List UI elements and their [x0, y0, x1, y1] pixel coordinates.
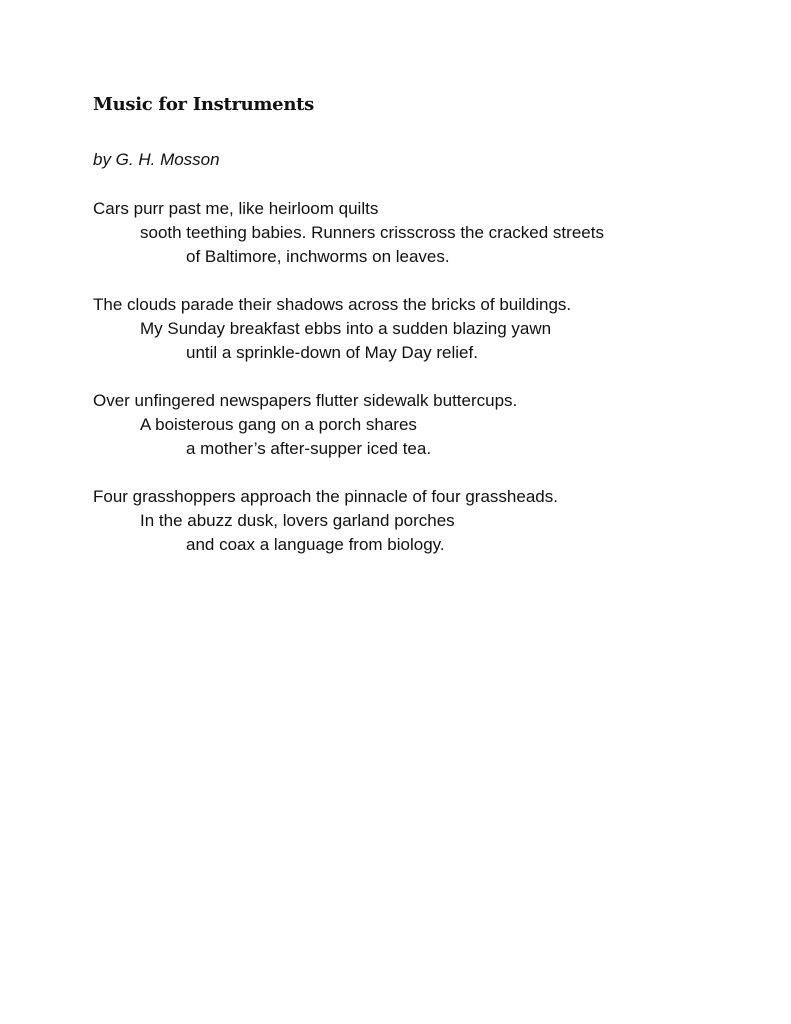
stanza-3: [93, 390, 753, 462]
stanza-2: [93, 294, 753, 366]
poem-line: Cars purr past me, like heirloom quilts: [93, 199, 379, 218]
poem-line: sooth teething babies. Runners crisscross the cracked streets: [140, 223, 604, 242]
poem-line: Over unfingered newspapers flutter sidewalk buttercups.: [93, 391, 518, 410]
stanza-1: [93, 198, 753, 270]
stanza-4: [93, 486, 753, 558]
poem-line: a mother’s after-supper iced tea.: [186, 439, 432, 458]
poem-line: My Sunday breakfast ebbs into a sudden blazing yawn: [140, 319, 552, 338]
poem-line: A boisterous gang on a porch shares: [140, 415, 417, 434]
poem-body: [93, 198, 753, 582]
poem-line: of Baltimore, inchworms on leaves.: [186, 247, 450, 266]
poem-line: and coax a language from biology.: [186, 535, 445, 554]
author-byline: by G. H. Mosson: [93, 150, 220, 169]
poem-line: The clouds parade their shadows across the bricks of buildings.: [93, 295, 572, 314]
poem-line: In the abuzz dusk, lovers garland porches: [140, 511, 455, 530]
poem-line: until a sprinkle-down of May Day relief.: [186, 343, 478, 362]
poem-line: Four grasshoppers approach the pinnacle of four grassheads.: [93, 487, 558, 506]
poem-title: Music for Instruments: [93, 94, 314, 115]
